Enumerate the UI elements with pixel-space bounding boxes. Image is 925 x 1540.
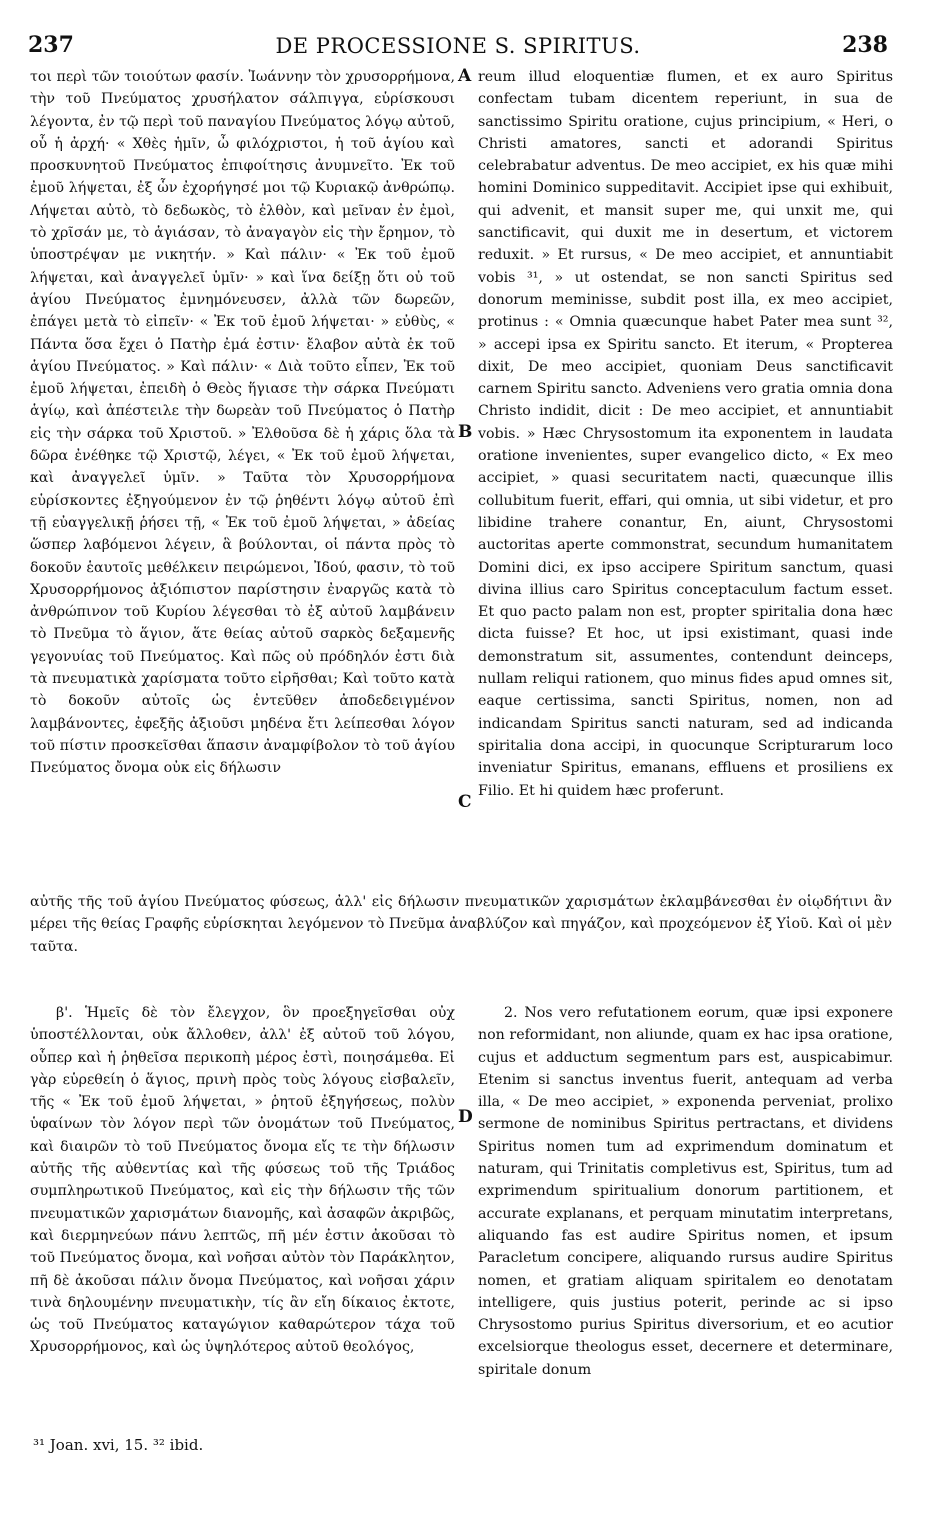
latin-text-top: reum illud eloquentiæ flumen, et ex auro Spiritus confectam tubam dicentem reperiunt, in sua de sanctissimo Spiritu oratione, cujus principium, « Heri, o Christi amatores, sancti et adorandi Spiritus celebrabatur adventus. De meo accipiet, ex his quæ mihi homini Dominico suppeditavit. Accipiet ipse qui exhibuit, qui advenit, et mansit super me, qui unxit me, qui sanctificavit, qui duxit me in desertum, et victorem reduxit. » Et rursus, « De meo accipiet, et annuntiabit vobis ³¹, » ut ostendat, se non sancti Spiritus sed donorum meminisse, subdit post illa, ex meo accipiet, protinus : « Omnia quæcunque habet Pater mea sunt ³², » accepi ipsa ex Spiritu sancto. Et iterum, « Propterea dixit, De meo accipiet, quoniam Deus sanctificavit carnem Spiritu sancto. Adveniens vero gratia omnia dona Christo indidit, dicit : De meo accipiet, et annuntiabit vobis. » Hæc Chrysostomum ita exponentem in laudata oratione invenientes, super evangelico dicto, « Ex meo accipiet, » quasi securitatem nacti, quæcunque illis collubitum fuerit, effari, qui omnia, ut sibi videtur, et pro libidine trahere conantur, En, aiunt, Chrysostomi auctoritas aperte commonstrat, secundum humanitatem Domini dici, ex ipso accipere Spiritum sanctum, quasi divina illius caro Spiritus conceptaculum factum esset. Et quo pacto palam non est, propter spiritalia dona hæc dicta fuisse? Et hoc, ut ipsi existimant, quasi inde demonstratum sit, assumentes, contendunt deinceps, nullam reliqui rationem, quo minus fides apud omnes sit, eaque certissima, sancti Spiritus, nomen, non ad indicandam Spiritus sancti naturam, sed ad indicanda spiritalia dona accipi, in quocunque Scripturarum loco inveniatur Spiritus, emanans, effluens et prosiliens ex Filio. Et hi quidem hæc proferunt. <box>478 69 893 799</box>
latin-column-bottom <box>478 1002 893 1381</box>
greek-column-bottom <box>30 1002 455 1359</box>
greek-text-top: τοι περὶ τῶν τοιούτων φασίν. Ἰωάννην τὸν χρυσορρήμονα, τὴν τοῦ Πνεύματος χρυσήλατον σάλπιγγα, εὑρίσκουσι λέγοντα, ἐν τῷ περὶ τοῦ παναγίου Πνεύματος λόγῳ αὐτοῦ, οὗ ἡ ἀρχή· « Χθὲς ἡμῖν, ὦ φιλόχριστοι, ἡ τοῦ ἁγίου καὶ προσκυνητοῦ Πνεύματος ἐπιφοίτησις ἀνυμνεῖτο. Ἐκ τοῦ ἐμοῦ λήψεται, ἐξ ὧν ἐχορήγησέ μοι τῷ Κυριακῷ ἀνθρώπῳ. Λήψεται αὐτὸ, τὸ δεδωκὸς, τὸ ἐλθὸν, καὶ μεῖναν ἐν ἐμοὶ, τὸ χρῖσάν με, τὸ ἁγιάσαν, τὸ ἀναγαγὸν εἰς τὴν ἔρημον, τὸ ὑποστρέψαν με νικητήν. » Καὶ πάλιν· « Ἐκ τοῦ ἐμοῦ λήψεται, καὶ ἀναγγελεῖ ὑμῖν· » καὶ ἵνα δείξῃ ὅτι οὐ τοῦ ἁγίου Πνεύματος ἐμνημόνευσεν, ἀλλὰ τῶν δωρεῶν, ἐπάγει μετὰ τὸ εἰπεῖν· « Ἐκ τοῦ ἐμοῦ λήψεται· » εὐθὺς, « Πάντα ὅσα ἔχει ὁ Πατὴρ ἐμά ἐστιν· ἔλαβον αὐτὰ ἐκ τοῦ ἁγίου Πνεύματος. » Καὶ πάλιν· « Διὰ τοῦτο εἶπεν, Ἐκ τοῦ ἐμοῦ λήψεται, ἐπειδὴ ὁ Θεὸς ἥγιασε τὴν σάρκα Πνεύματι ἁγίῳ, καὶ ἀπέστειλε τὴν δωρεὰν τοῦ Πνεύματος ὁ Πατὴρ εἰς τὴν σάρκα τοῦ Χριστοῦ. » Ἐλθοῦσα δὲ ἡ χάρις ὅλα τὰ δῶρα ἐνέθηκε τῷ Χριστῷ, λέγει, « Ἐκ τοῦ ἐμοῦ λήψεται, καὶ ἀναγγελεῖ ὑμῖν. » Ταῦτα τὸν Χρυσορρήμονα εὑρίσκοντες ἐξηγούμενον ἐν τῷ ῥηθέντι λόγῳ αὐτοῦ ἐπὶ τῇ εὐαγγελικῇ ῥήσει τῇ, « Ἐκ τοῦ ἐμοῦ λήψεται, » ἀδείας ὥσπερ λαβόμενοι λέγειν, ἃ βούλονται, οἱ πάντα πρὸς τὸ δοκοῦν ἑαυτοῖς μεθέλκειν πειρώμενοι, Ἰδού, φασιν, τὸ τοῦ Χρυσορρήμονος ἀξιόπιστον παρίστησιν ἐναργῶς κατὰ τὸ ἀνθρώπινον τοῦ Κυρίου λέγεσθαι τὸ ἐξ αὐτοῦ λαμβάνειν τὸ Πνεῦμα τὸ ἅγιον, ἅτε θείας αὐτοῦ σαρκὸς δεξαμενῆς γεγονυίας τοῦ Πνεύματος. Καὶ πῶς οὐ πρόδηλόν ἐστι διὰ τὰ πνευματικὰ χαρίσματα τοῦτο εἰρῆσθαι; Καὶ τοῦτο κατὰ τὸ δοκοῦν αὐτοῖς ὡς ἐντεῦθεν ἀποδεδειγμένον λαμβάνοντες, ἐφεξῆς ἀξιοῦσι μηδένα ἔτι λείπεσθαι λόγον τοῦ πίστιν προσκεῖσθαι ἅπασιν ἀναμφίβολον τὸ τοῦ ἁγίου Πνεύματος ὄνομα οὐκ εἰς δήλωσιν <box>30 69 455 777</box>
latin-column-top <box>478 66 893 802</box>
page-number-right: 238 <box>842 32 888 58</box>
margin-letter-c: C <box>458 792 472 812</box>
greek-text-bottom: β'. Ἡμεῖς δὲ τὸν ἔλεγχον, ὃν προεξηγεῖσθαι οὐχ ὑποστέλλονται, οὐκ ἄλλοθεν, ἀλλ' ἐξ αὐτοῦ τοῦ λόγου, οὗπερ καὶ ἡ ῥηθεῖσα περικοπὴ μέρος ἐστὶ, ποιησάμεθα. Εἰ γὰρ εὑρεθείη ὁ ἅγιος, πρινὴ πρὸς τοὺς λόγους εἰσβαλεῖν, τῆς « Ἐκ τοῦ ἐμοῦ λήψεται, » ῥητοῦ ἐξηγήσεως, πολὺν ὑφαίνων τὸν λόγον περὶ τῶν ὀνομάτων τοῦ Πνεύματος, καὶ διαιρῶν τὸ τοῦ Πνεύματος ὄνομα εἴς τε τὴν δήλωσιν αὐτῆς τῆς αὐθεντίας καὶ τῆς φύσεως τοῦ τῆς Τριάδος συμπληρωτικοῦ Πνεύματος, καὶ εἰς τὴν δήλωσιν τῆς τῶν πνευματικῶν χαρισμάτων διανομῆς, καὶ ἀσαφῶν ἀκριβῶς, καὶ διερμηνεύων πάνυ λεπτῶς, πῆ μέν ἐστιν ἀκοῦσαι τὸ τοῦ Πνεύματος ὄνομα, καὶ νοῆσαι αὐτὸν τὸν Παράκλητον, πῆ δὲ ἀκοῦσαι πάλιν ὄνομα Πνεύματος, καὶ νοῆσαι χάριν τινὰ δηλουμένην πνευματικὴν, τίς ἂν εἴη δίκαιος ἐκτοτε, ὡς τοῦ Πνεύματος καταγώγιον καθαρώτερον τάχα τοῦ Χρυσορρήμονος, καὶ ὡς ὑψηλότερος αὐτοῦ θεολόγος, <box>30 1005 455 1356</box>
latin-text-bottom: 2. Nos vero refutationem eorum, quæ ipsi exponere non reformidant, non aliunde, quam ex hac ipsa oratione, cujus et adductum segmentum pars est, auspicabimur. Etenim si sanctus inventus fuerit, antequam ad verba illa, « De meo accipiet, » exponenda perveniat, prolixo sermone de nominibus Spiritus pertractans, et dividens Spiritus nomen tum ad exprimendum dominatum et naturam, qui Trinitatis completivus est, Spiritus, tum ad exprimendum spiritualium donorum partitionem, et accurate explanans, et perquam minutatim interpretans, aliquando fas est audire Spiritus nomen, et ipsum Paracletum concipere, aliquando rursus audire Spiritus nomen, et gratiam aliquam spiritalem eo denotatam intelligere, quis justius poterit, perinde ac si ipso Chrysostomo purius Spiritus diversorium, et eo acutior excelsiorque theologus esset, decernere et determinare, spiritale donum <box>478 1005 893 1378</box>
margin-letter-b: B <box>458 422 473 442</box>
greek-text-span: αὐτῆς τῆς τοῦ ἁγίου Πνεύματος φύσεως, ἀλλ' εἰς δήλωσιν πνευματικῶν χαρισμάτων ἐκλαμβάνεσθαι ἐν οἱῳδήτινι ἂν μέρει τῆς θείας Γραφῆς εὑρίσκηται λεγόμενον τὸ Πνεῦμα ἀναβλύζον καὶ πηγάζον, καὶ προχεόμενον ἐξ Υἱοῦ. Καὶ οἱ μὲν ταῦτα. <box>30 894 892 955</box>
footnotes: ³¹ Joan. xvi, 15. ³² ibid. <box>33 1436 204 1454</box>
page-number-left: 237 <box>28 32 74 58</box>
greek-spanning-lines <box>30 891 892 958</box>
running-title: DE PROCESSIONE S. SPIRITUS. <box>275 34 641 58</box>
greek-column-top <box>30 66 455 780</box>
margin-letter-d: D <box>458 1107 473 1127</box>
page-header <box>28 30 888 64</box>
margin-letter-a: A <box>458 66 472 86</box>
